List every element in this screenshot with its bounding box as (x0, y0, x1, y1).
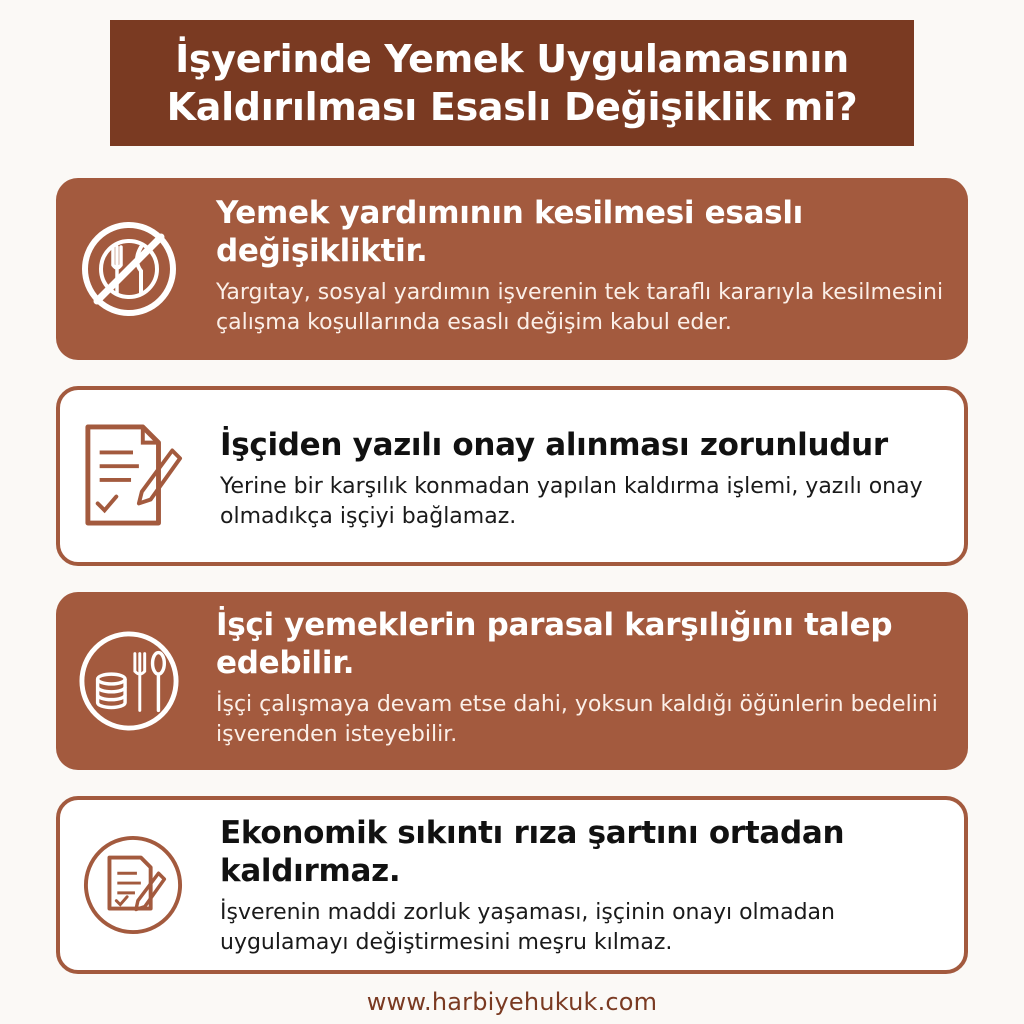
document-sign-icon (82, 424, 184, 526)
card-2-body: Yerine bir karşılık konmadan yapılan kaldırma işlemi, yazılı onay olmadıkça işçiyi bağlamaz. (220, 474, 923, 529)
card-3-body: İşçi çalışmaya devam etse dahi, yoksun kaldığı öğünlerin bedelini işverenden isteyebilir. (216, 692, 938, 747)
document-sign-circle-icon (82, 834, 184, 936)
card-4-heading: Ekonomik sıkıntı rıza şartını ortadan kaldırmaz. (220, 815, 845, 889)
info-card-1 (56, 178, 968, 360)
card-3-heading: İşçi yemeklerin parasal karşılığını talep edebilir. (216, 607, 893, 681)
info-card-3 (56, 592, 968, 770)
website-link[interactable]: www.harbiyehukuk.com (366, 988, 658, 1016)
title-line-1: İşyerinde Yemek Uygulamasının (175, 37, 849, 81)
info-card-2 (56, 386, 968, 566)
info-card-4 (56, 796, 968, 974)
coins-cutlery-icon (78, 630, 180, 732)
card-1-body: Yargıtay, sosyal yardımın işverenin tek taraflı kararıyla kesilmesini çalışma koşullarında esaslı değişim kabul eder. (216, 280, 944, 335)
card-1-heading: Yemek yardımının kesilmesi esaslı değişikliktir. (216, 195, 803, 269)
card-2-heading: İşçiden yazılı onay alınması zorunludur (220, 427, 888, 463)
card-4-body: İşverenin maddi zorluk yaşaması, işçinin onayı olmadan uygulamayı değiştirmesini meşru kılmaz. (220, 900, 835, 955)
title-banner (110, 20, 914, 146)
title-line-2: Kaldırılması Esaslı Değişiklik mi? (166, 85, 858, 129)
no-food-icon (78, 218, 180, 320)
